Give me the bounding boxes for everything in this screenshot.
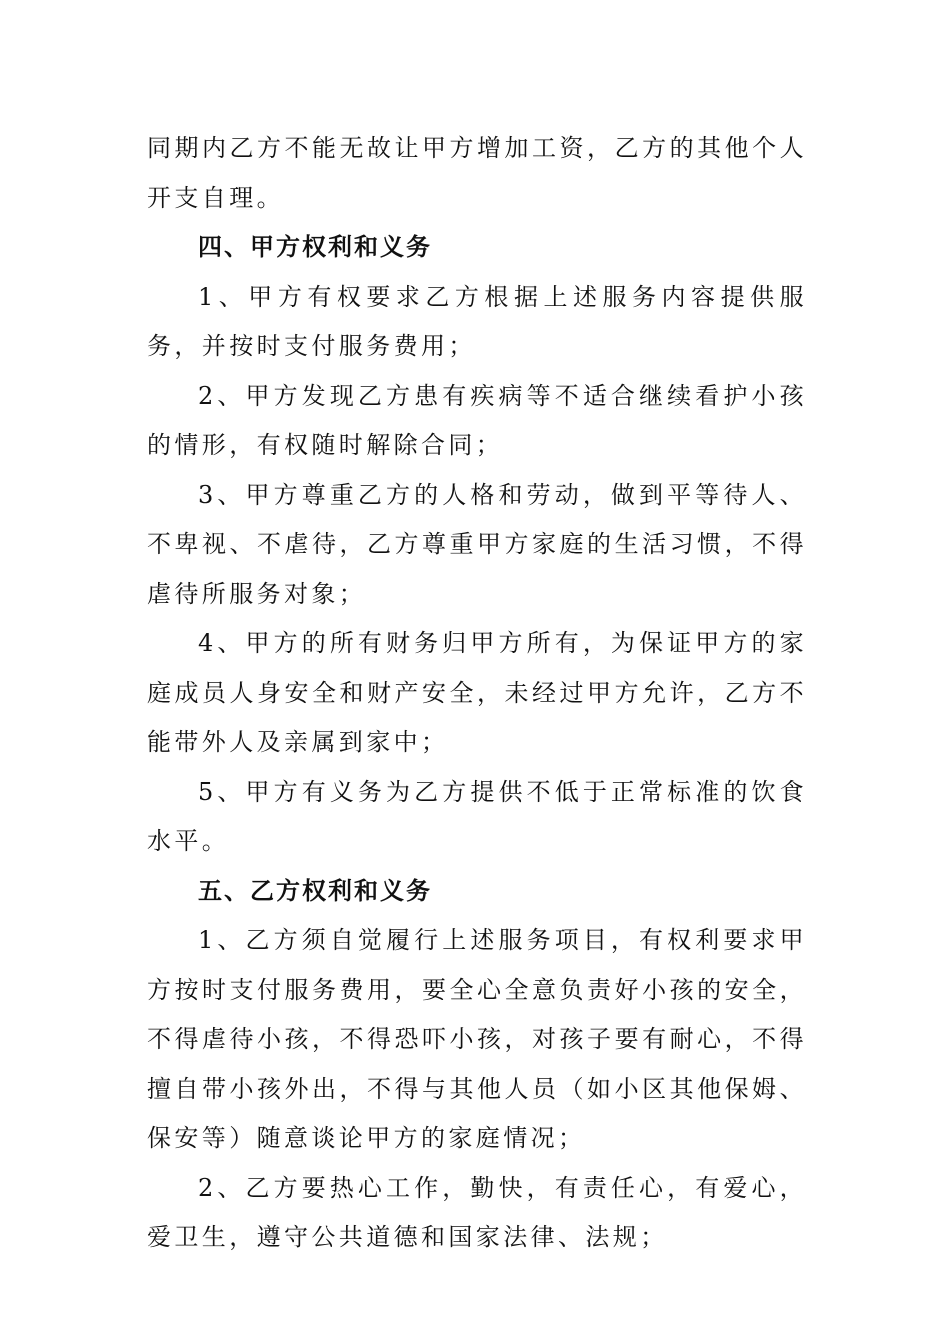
section-five-item-1: 1、乙方须自觉履行上述服务项目，有权利要求甲方按时支付服务费用，要全心全意负责好小孩的安全，不得虐待小孩，不得恐吓小孩，对孩子要有耐心，不得擅自带小孩外出，不得与其他人员（如小区其他保姆、保安等）随意谈论甲方的家庭情况； [147,926,807,1152]
section-five-heading: 五、乙方权利和义务 [198,876,432,905]
section-four-item-1: 1、甲方有权要求乙方根据上述服务内容提供服务，并按时支付服务费用； [147,282,807,360]
section-four-item-4: 4、甲方的所有财务归甲方所有，为保证甲方的家庭成员人身安全和财产安全，未经过甲方允许，乙方不能带外人及亲属到家中； [147,629,807,756]
section-four-item-3: 3、甲方尊重乙方的人格和劳动，做到平等待人、不卑视、不虐待，乙方尊重甲方家庭的生活习惯，不得虐待所服务对象； [147,480,807,608]
section-four-heading: 四、甲方权利和义务 [198,233,432,261]
document-body [147,124,807,1263]
section-four-item-5: 5、甲方有义务为乙方提供不低于正常标准的饮食水平。 [147,777,807,855]
section-four-item-2: 2、甲方发现乙方患有疾病等不适合继续看护小孩的情形，有权随时解除合同； [147,381,807,459]
continuation-paragraph: 同期内乙方不能无故让甲方增加工资，乙方的其他个人开支自理。 [147,134,807,212]
section-five-item-2: 2、乙方要热心工作，勤快，有责任心，有爱心，爱卫生，遵守公共道德和国家法律、法规； [147,1173,807,1251]
